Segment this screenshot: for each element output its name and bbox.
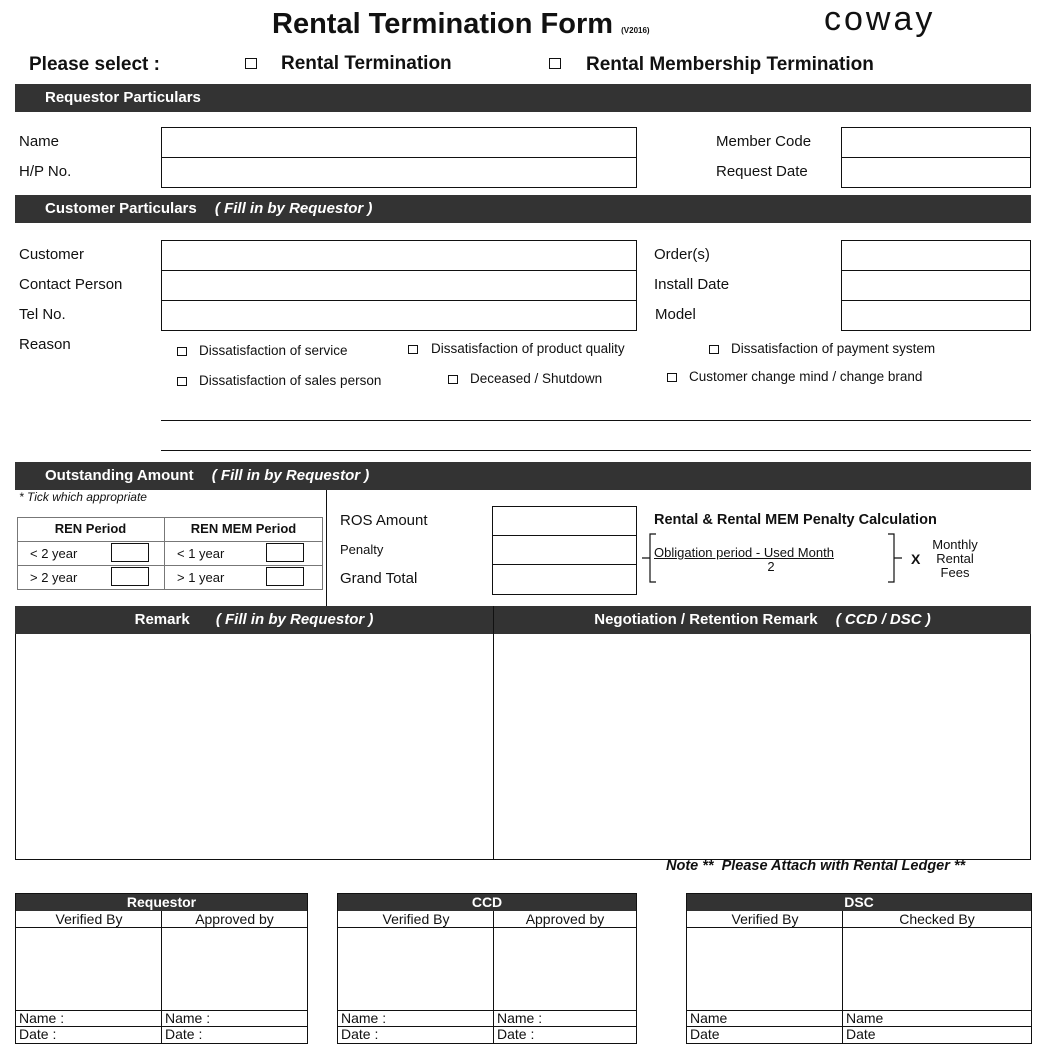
request-date-field[interactable] xyxy=(841,157,1031,188)
outstanding-divider xyxy=(326,490,327,606)
ccd-verified-by-label: Verified By xyxy=(382,911,450,927)
model-field[interactable] xyxy=(841,300,1031,331)
ren-mem-period-header: REN MEM Period xyxy=(190,521,297,536)
mem-more-1-year-box[interactable] xyxy=(266,567,304,586)
member-code-label: Member Code xyxy=(716,133,812,150)
requestor-section-header xyxy=(15,84,1031,112)
reason-product-checkbox[interactable] xyxy=(408,345,418,354)
requestor-verify-date-label: Date : xyxy=(19,1026,57,1042)
ccd-verify-sign-area[interactable] xyxy=(338,928,493,1010)
dsc-verify-name-label: Name xyxy=(690,1010,728,1026)
ccd-approve-date-label: Date : xyxy=(497,1026,535,1042)
remarks-divider xyxy=(493,606,494,860)
reason-other-line-1[interactable] xyxy=(161,420,1031,421)
orders-field[interactable] xyxy=(841,240,1031,271)
requestor-verify-sign-area[interactable] xyxy=(16,928,161,1010)
ccd-verify-name-label: Name : xyxy=(341,1010,387,1026)
customer-section-note: ( Fill in by Requestor ) xyxy=(214,200,373,217)
ren-less-2-year-label: < 2 year xyxy=(30,546,78,561)
reason-sales-person-label: Dissatisfaction of sales person xyxy=(199,373,382,388)
customer-label: Customer xyxy=(19,246,85,263)
select-label: Please select : xyxy=(29,54,160,75)
outstanding-section-header xyxy=(15,462,1031,490)
dsc-verify-date-label: Date xyxy=(690,1026,720,1042)
reason-sales-person-checkbox[interactable] xyxy=(177,377,187,386)
remark-title: Remark xyxy=(134,611,190,628)
member-code-field[interactable] xyxy=(841,127,1031,158)
name-field[interactable] xyxy=(161,127,637,158)
requestor-approved-by-label: Approved by xyxy=(195,911,274,927)
customer-section-title: Customer Particulars xyxy=(45,200,197,217)
ren-less-2-year-box[interactable] xyxy=(111,543,149,562)
reason-deceased-checkbox[interactable] xyxy=(448,375,458,384)
version-label: (V2016) xyxy=(621,26,650,35)
calc-right-bracket xyxy=(888,534,902,582)
requestor-verified-by-label: Verified By xyxy=(55,911,123,927)
calc-result-line-2: Rental xyxy=(936,551,974,566)
reason-service-checkbox[interactable] xyxy=(177,347,187,356)
customer-field[interactable] xyxy=(161,240,637,271)
dsc-verify-sign-area[interactable] xyxy=(687,928,842,1010)
dsc-signature-title: DSC xyxy=(687,894,1031,911)
requestor-line-date xyxy=(16,1026,307,1027)
remark-header xyxy=(15,606,493,634)
requestor-signature-table xyxy=(15,893,308,1044)
reason-label: Reason xyxy=(19,336,71,353)
attach-ledger-note: Note ** Please Attach with Rental Ledger ** xyxy=(666,858,966,874)
reason-deceased-label: Deceased / Shutdown xyxy=(470,371,603,386)
period-table-row-line-1 xyxy=(17,541,323,542)
reason-product-label: Dissatisfaction of product quality xyxy=(431,341,625,356)
requestor-approve-date-label: Date : xyxy=(165,1026,203,1042)
negotiation-header xyxy=(494,606,1031,634)
ccd-signature-title: CCD xyxy=(338,894,636,911)
ccd-approved-by-label: Approved by xyxy=(525,911,605,927)
ccd-verify-date-label: Date : xyxy=(341,1026,379,1042)
tel-no-label: Tel No. xyxy=(19,306,66,323)
mem-less-1-year-label: < 1 year xyxy=(177,546,225,561)
reason-payment-checkbox[interactable] xyxy=(709,345,719,354)
contact-person-field[interactable] xyxy=(161,270,637,301)
model-label: Model xyxy=(655,306,696,323)
reason-service-label: Dissatisfaction of service xyxy=(199,343,348,358)
reason-change-brand-label: Customer change mind / change brand xyxy=(689,369,923,384)
requestor-approve-name-label: Name : xyxy=(165,1010,211,1026)
ren-more-2-year-label: > 2 year xyxy=(30,570,78,585)
tick-note: * Tick which appropriate xyxy=(19,490,147,504)
request-date-label: Request Date xyxy=(716,163,808,180)
hp-field[interactable] xyxy=(161,157,637,188)
grand-total-field[interactable] xyxy=(492,564,637,595)
calc-result-line-3: Fees xyxy=(940,565,970,580)
ccd-line-date xyxy=(338,1026,636,1027)
title-text: Rental Termination Form xyxy=(272,8,614,40)
dsc-signature-table xyxy=(686,893,1032,1044)
reason-other-line-2[interactable] xyxy=(161,450,1031,451)
calc-result-line-1: Monthly xyxy=(932,537,978,552)
mem-more-1-year-label: > 1 year xyxy=(177,570,225,585)
orders-label: Order(s) xyxy=(654,246,710,263)
ccd-approve-name-label: Name : xyxy=(497,1010,543,1026)
rental-termination-checkbox[interactable] xyxy=(245,58,257,69)
ros-amount-label: ROS Amount xyxy=(340,512,428,529)
penalty-label: Penalty xyxy=(340,542,384,557)
dsc-check-sign-area[interactable] xyxy=(843,928,1031,1010)
tel-no-field[interactable] xyxy=(161,300,637,331)
dsc-verified-by-label: Verified By xyxy=(731,911,799,927)
calc-denominator: 2 xyxy=(767,559,775,574)
negotiation-textarea[interactable] xyxy=(496,636,1029,858)
ccd-approve-sign-area[interactable] xyxy=(494,928,636,1010)
negotiation-title: Negotiation / Retention Remark xyxy=(594,611,818,628)
dsc-check-name-label: Name xyxy=(846,1010,884,1026)
negotiation-note: ( CCD / DSC ) xyxy=(835,611,931,628)
customer-section-header xyxy=(15,195,1031,223)
penalty-calc-title: Rental & Rental MEM Penalty Calculation xyxy=(654,512,937,528)
name-label: Name xyxy=(19,133,60,150)
mem-less-1-year-box[interactable] xyxy=(266,543,304,562)
page-title xyxy=(272,8,650,41)
outstanding-section-note: ( Fill in by Requestor ) xyxy=(211,467,370,484)
membership-termination-checkbox[interactable] xyxy=(549,58,561,69)
requestor-signature-title: Requestor xyxy=(16,894,307,911)
penalty-field[interactable] xyxy=(492,535,637,566)
contact-person-label: Contact Person xyxy=(19,276,123,293)
requestor-approve-sign-area[interactable] xyxy=(162,928,307,1010)
install-date-label: Install Date xyxy=(654,276,730,293)
membership-termination-label: Rental Membership Termination xyxy=(586,54,874,75)
hp-label: H/P No. xyxy=(19,163,72,180)
calc-times: X xyxy=(911,551,921,567)
dsc-check-date-label: Date xyxy=(846,1026,876,1042)
ren-more-2-year-box[interactable] xyxy=(111,567,149,586)
rental-termination-label: Rental Termination xyxy=(281,53,452,74)
outstanding-section-title: Outstanding Amount xyxy=(45,467,194,484)
ccd-signature-table xyxy=(337,893,637,1044)
remark-note: ( Fill in by Requestor ) xyxy=(215,611,374,628)
coway-logo: coway xyxy=(824,0,936,38)
calc-numerator: Obligation period - Used Month xyxy=(654,545,834,560)
grand-total-label: Grand Total xyxy=(340,570,418,587)
dsc-checked-by-label: Checked By xyxy=(899,911,975,927)
ros-amount-field[interactable] xyxy=(492,506,637,537)
requestor-verify-name-label: Name : xyxy=(19,1010,65,1026)
reason-change-brand-checkbox[interactable] xyxy=(667,373,677,382)
remark-textarea[interactable] xyxy=(17,636,491,858)
requestor-section-title: Requestor Particulars xyxy=(45,89,201,106)
ren-period-header: REN Period xyxy=(54,521,127,536)
period-table-row-line-2 xyxy=(17,565,323,566)
reason-payment-label: Dissatisfaction of payment system xyxy=(731,341,936,356)
install-date-field[interactable] xyxy=(841,270,1031,301)
